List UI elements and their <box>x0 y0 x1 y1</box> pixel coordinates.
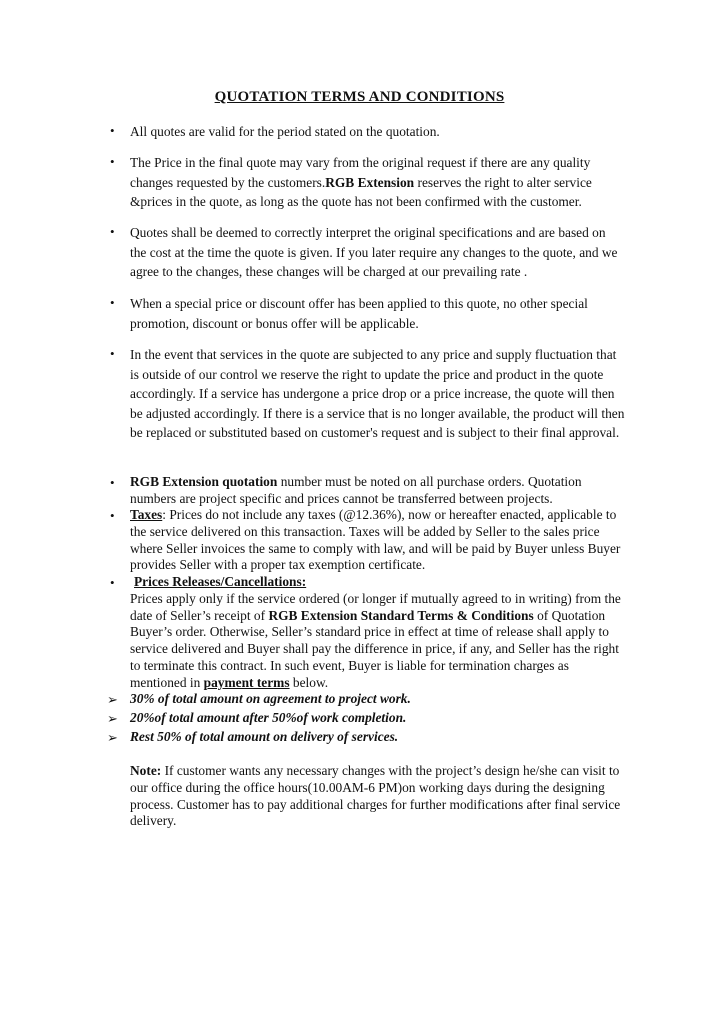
term-text: below. <box>289 674 329 690</box>
payment-term-text: Rest 50% of total amount on delivery of services. <box>130 729 399 744</box>
page-title: QUOTATION TERMS AND CONDITIONS <box>214 89 505 105</box>
standard-terms: RGB Extension Standard Terms & Conditions <box>268 607 534 623</box>
payment-term-text: 20%of total amount after 50%of work completion. <box>130 710 407 725</box>
term-specifications: Quotes shall be deemed to correctly interpret the original specifications and are based on the cost at the time the quote is given. If you later require any changes to the quote, and we agree to the changes, these changes will be charged at our prevailing rate . <box>130 225 618 279</box>
payment-terms-link: payment terms <box>203 674 290 690</box>
term-text: : Prices do not include any taxes (@12.36%), now or hereafter enacted, applicable to the service delivered on this transaction. Taxes will be added by Seller to the sales price where Seller invoices the same to comply with law, and will be paid by Buyer unless Buyer provides Seller with a proper tax exemption certificate. <box>130 507 621 573</box>
term-text: The Price in the final quote may vary from the original request if there are any quality changes requested by the customers. <box>130 155 591 190</box>
term-validity: All quotes are valid for the period stated on the quotation. <box>130 124 440 139</box>
bullet-icon: • <box>110 575 115 590</box>
term-price-fluctuation: In the event that services in the quote are subjected to any price and supply fluctuation that is outside of our control we reserve the right to update the price and product in the quote accordingly. If a service has undergone a price drop or a price increase, the quote will then be adjusted accordingly. If there is a service that is no longer available, the product will then be replaced or substituted based on customer's request and is subject to their final approval. <box>130 347 625 440</box>
arrow-icon: ➢ <box>107 711 118 726</box>
note-text: If customer wants any necessary changes with the project’s design he/she can visit to our office during the office hours(10.00AM-6 PM)on working days during the designing process. Customer has to pay additional charges for further modifications after final service delivery. <box>130 763 621 829</box>
taxes-label: Taxes <box>130 507 163 522</box>
term-taxes <box>130 507 625 574</box>
bullet-icon: • <box>110 154 115 169</box>
bullet-icon: • <box>110 346 115 361</box>
arrow-icon: ➢ <box>107 692 118 707</box>
term-text: reserves the right to alter service &prices in the quote, as long as the quote has not been confirmed with the customer. <box>130 174 592 209</box>
bullet-icon: • <box>110 475 115 490</box>
bullet-icon: • <box>110 123 115 138</box>
company-name: RGB Extension <box>325 174 415 190</box>
term-text: Prices apply only if the service ordered (or longer if mutually agreed to in writing) from the date of Seller’s receipt of <box>130 590 621 623</box>
term-text: number must be noted on all purchase orders. Quotation numbers are project specific and prices cannot be transferred between projects. <box>130 474 582 506</box>
term-special-price: When a special price or discount offer has been applied to this quote, no other special promotion, discount or bonus offer will be applicable. <box>130 296 588 331</box>
payment-term-text: 30% of total amount on agreement to project work. <box>130 691 411 706</box>
term-price-variation <box>130 153 625 212</box>
bullet-icon: • <box>110 295 115 310</box>
bullet-icon: • <box>110 508 115 523</box>
term-text: of Quotation Buyer’s order. Otherwise, Seller’s standard price in effect at time of release shall apply to service delivered and Buyer shall pay the difference in price, if any, and Seller has the right to terminate this contract. In such event, Buyer is liable for termination charges as mentioned in <box>130 607 619 690</box>
term-price-releases <box>130 574 625 692</box>
arrow-icon: ➢ <box>107 730 118 745</box>
term-quotation-number <box>130 474 625 508</box>
company-quotation: RGB Extension quotation <box>130 474 278 489</box>
note-label: Note: <box>130 763 162 778</box>
price-releases-heading: Prices Releases/Cancellations: <box>134 574 307 589</box>
bullet-icon: • <box>110 224 115 239</box>
note-paragraph <box>130 763 625 830</box>
